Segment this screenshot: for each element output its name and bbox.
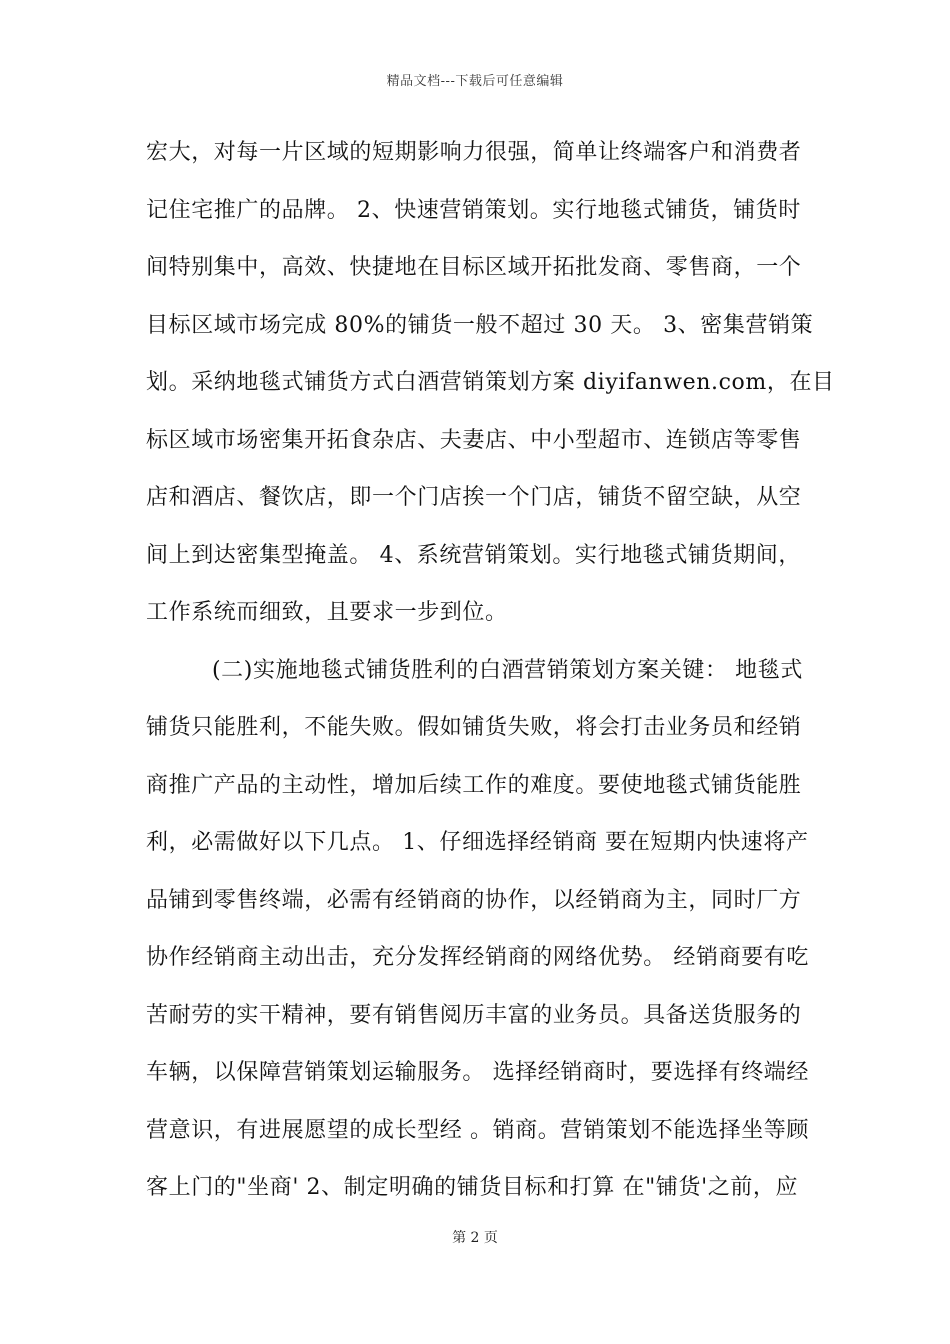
section-heading-line: (二)实施地毯式铺货胜利的白酒营销策划方案关键： 地毯式 — [212, 657, 803, 683]
text-line: 利，必需做好以下几点。 1、仔细选择经销商 要在短期内快速将产 — [146, 830, 809, 855]
text-line: 工作系统而细致，且要求一步到位。 — [146, 600, 508, 625]
text-line: 营意识，有进展愿望的成长型经 。销商。营销策划不能选择坐等顾 — [146, 1117, 809, 1143]
page-header: 精品文档---下载后可任意编辑 — [386, 74, 564, 89]
text-line: 品铺到零售终端，必需有经销商的协作，以经销商为主，同时厂方 — [146, 887, 802, 913]
text-line: 商推广产品的主动性，增加后续工作的难度。要使地毯式铺货能胜 — [146, 772, 802, 798]
text-line: 目标区域市场完成 80%的铺货一般不超过 30 天。 3、密集营销策 — [146, 312, 814, 338]
text-line: 协作经销商主动出击，充分发挥经销商的网络优势。 经销商要有吃 — [146, 945, 809, 970]
page-number: 第 2 页 — [452, 1230, 498, 1246]
document-body — [146, 128, 835, 1221]
text-line: 记住宅推广的品牌。 2、快速营销策划。实行地毯式铺货，铺货时 — [146, 197, 801, 223]
text-line: 划。采纳地毯式铺货方式白酒营销策划方案 diyifanwen.com，在目 — [146, 370, 835, 395]
text-line: 间特别集中，高效、快捷地在目标区域开拓批发商、零售商，一个 — [146, 255, 802, 280]
text-line: 车辆，以保障营销策划运输服务。 选择经销商时，要选择有终端经 — [146, 1060, 809, 1085]
text-line: 客上门的"坐商' 2、制定明确的铺货目标和打算 在"铺货'之前，应 — [146, 1175, 799, 1200]
text-line: 标区域市场密集开拓食杂店、夫妻店、中小型超市、连锁店等零售 — [146, 427, 802, 453]
text-line: 铺货只能胜利，不能失败。假如铺货失败，将会打击业务员和经销 — [146, 715, 802, 740]
text-line: 店和酒店、餐饮店，即一个门店挨一个门店，铺货不留空缺，从空 — [146, 485, 802, 510]
text-line: 间上到达密集型掩盖。 4、系统营销策划。实行地毯式铺货期间， — [146, 542, 801, 568]
text-line: 宏大，对每一片区域的短期影响力很强，简单让终端客户和消费者 — [146, 140, 802, 165]
text-line: 苦耐劳的实干精神，要有销售阅历丰富的业务员。具备送货服务的 — [146, 1002, 802, 1028]
